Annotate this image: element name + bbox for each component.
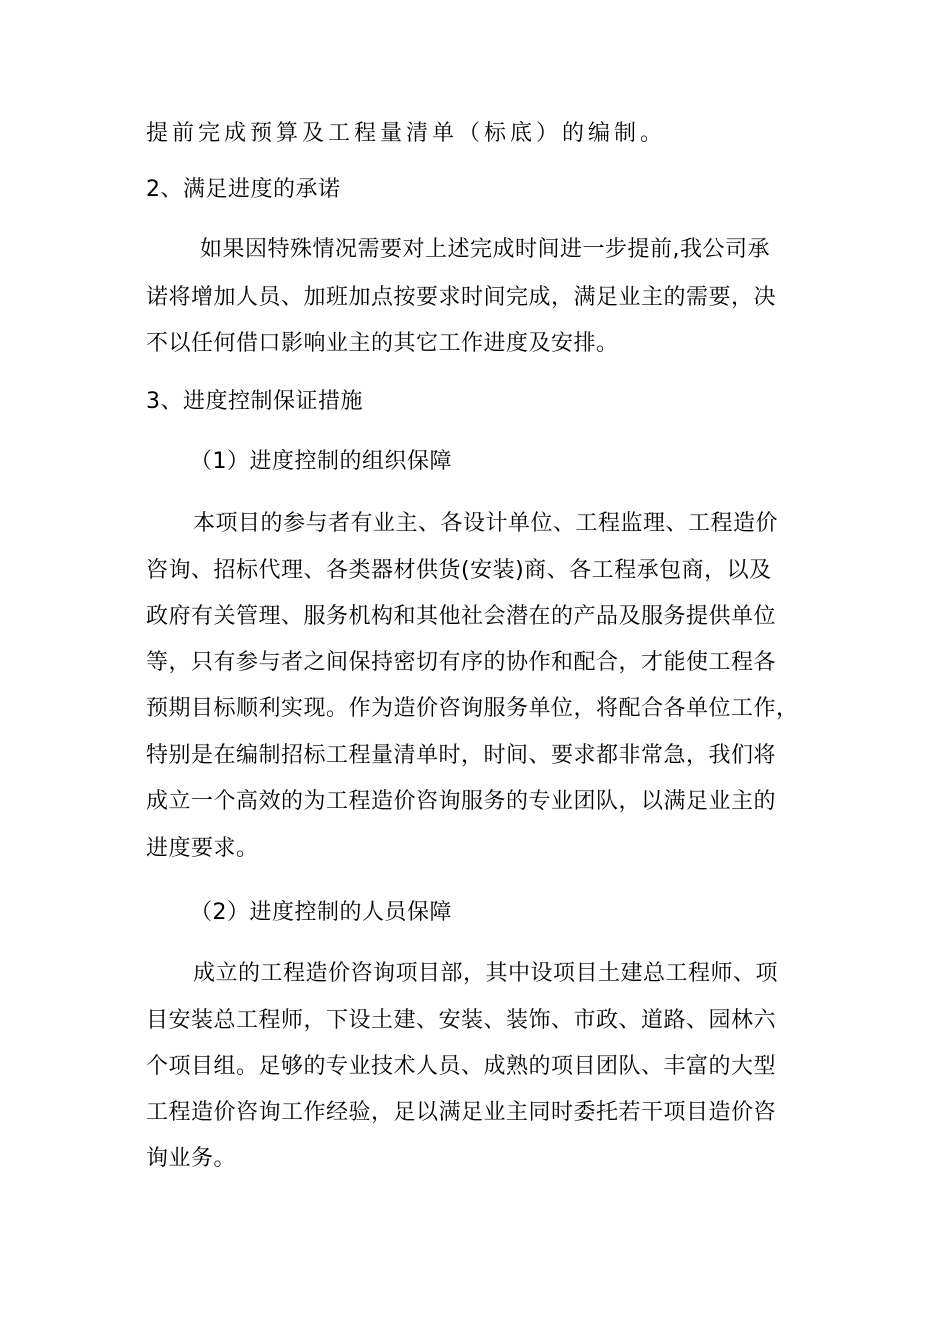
subsection-1-paragraph-line: 等，只有参与者之间保持密切有序的协作和配合，才能使工程各 bbox=[146, 650, 777, 675]
section-2-paragraph-line: 诺将增加人员、加班加点按要求时间完成，满足业主的需要，决 bbox=[146, 285, 777, 310]
subsection-1-paragraph-line: 本项目的参与者有业主、各设计单位、工程监理、工程造价 bbox=[193, 511, 779, 536]
subsection-1-paragraph-line: 政府有关管理、服务机构和其他社会潜在的产品及服务提供单位 bbox=[146, 604, 777, 629]
subsection-2-paragraph-line: 成立的工程造价咨询项目部，其中设项目土建总工程师、项 bbox=[193, 961, 779, 986]
section-3-heading: 3、进度控制保证措施 bbox=[146, 389, 363, 414]
section-2-paragraph-line: 如果因特殊情况需要对上述完成时间进一步提前,我公司承 bbox=[200, 237, 770, 262]
subsection-1-paragraph-line: 特别是在编制招标工程量清单时，时间、要求都非常急，我们将 bbox=[146, 743, 777, 768]
intro-line: 提前完成预算及工程量清单（标底）的编制。 bbox=[146, 121, 667, 146]
subsection-1-paragraph-line: 咨询、招标代理、各类器材供货(安装)商、各工程承包商，以及 bbox=[146, 558, 772, 583]
subsection-1-heading: （1）进度控制的组织保障 bbox=[190, 449, 452, 474]
subsection-1-paragraph-line: 进度要求。 bbox=[146, 836, 259, 861]
subsection-1-paragraph-line: 成立一个高效的为工程造价咨询服务的专业团队，以满足业主的 bbox=[146, 789, 777, 814]
subsection-2-paragraph-line: 个项目组。足够的专业技术人员、成熟的项目团队、丰富的大型 bbox=[146, 1054, 777, 1079]
subsection-2-heading: （2）进度控制的人员保障 bbox=[190, 900, 452, 925]
section-2-paragraph-line: 不以任何借口影响业主的其它工作进度及安排。 bbox=[146, 331, 619, 356]
subsection-2-paragraph-line: 询业务。 bbox=[146, 1146, 237, 1171]
subsection-2-paragraph-line: 目安装总工程师，下设土建、安装、装饰、市政、道路、园林六 bbox=[146, 1008, 777, 1033]
subsection-2-paragraph-line: 工程造价咨询工作经验，足以满足业主同时委托若干项目造价咨 bbox=[146, 1100, 777, 1125]
subsection-1-paragraph-line: 预期目标顺利实现。作为造价咨询服务单位，将配合各单位工作， bbox=[146, 696, 799, 721]
section-2-heading: 2、满足进度的承诺 bbox=[146, 177, 341, 202]
